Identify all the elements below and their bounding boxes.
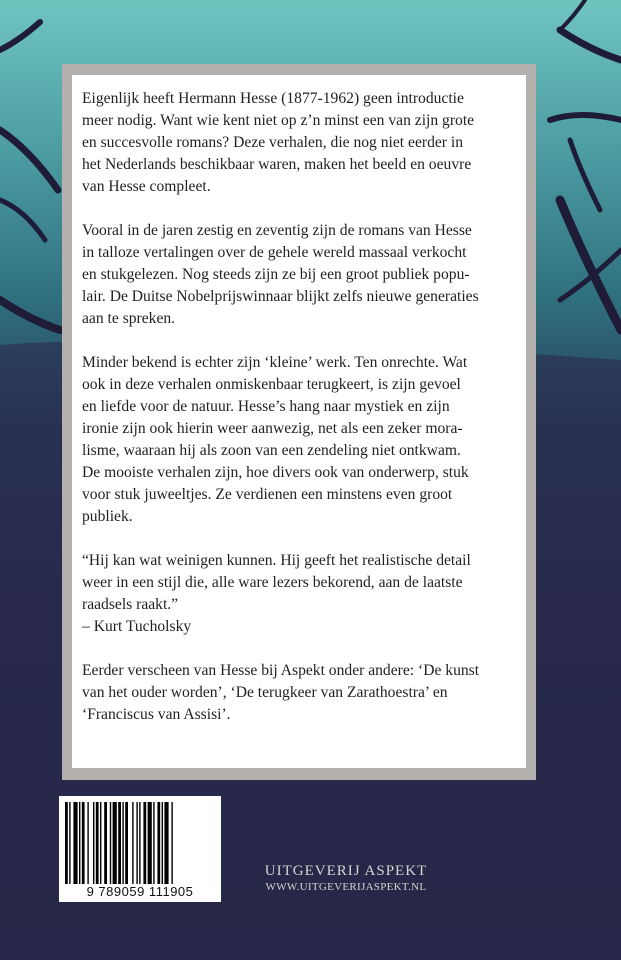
blurb-paragraph-popularity: Vooral in de jaren zestig en zeventig zijn de romans van Hesse in talloze vertalingen over de gehele wereld massaal verkocht en stukgelezen. Nog steeds zijn ze bij een groot publiek popu- lair. De Duitse Nobelprijswinnaar blijkt zelfs nieuwe generaties aan te spreken. — [82, 222, 479, 327]
publisher-name: UITGEVERIJ ASPEKT — [264, 863, 428, 879]
barcode-bars — [65, 802, 215, 884]
blurb-quote: “Hij kan wat weinigen kunnen. Hij geeft het realistische detail weer in een stijl die, alle ware lezers bekorend, aan de laatste raadsels raakt.” – Kurt Tucholsky — [82, 552, 471, 635]
publisher-url: WWW.UITGEVERIJASPEKT.NL — [265, 881, 427, 893]
blurb-text — [82, 88, 522, 748]
isbn-number: 9 789059 111905 — [86, 884, 194, 899]
blurb-paragraph-small-work: Minder bekend is echter zijn ‘kleine’ werk. Ten onrechte. Wat ook in deze verhalen onmiskenbaar terugkeert, is zijn gevoel en liefde voor de natuur. Hesse’s hang naar mystiek en zijn ironie zijn ook hierin weer aanwezig, net als een zeker mora- lisme, waaraan hij als zoon van een zendeling niet ontkwam. De mooiste verhalen zijn, hoe divers ook van onderwerp, stuk voor stuk juweeltjes. Ze verdienen een minstens even groot publiek. — [82, 354, 469, 525]
publisher-imprint — [236, 862, 456, 894]
isbn-barcode — [59, 796, 221, 902]
blurb-paragraph-intro: Eigenlijk heeft Hermann Hesse (1877-1962) geen introductie meer nodig. Want wie kent niet op z’n minst een van zijn grote en succesvolle romans? Deze verhalen, die nog niet eerder in het Nederlands beschikbaar waren, maken het beeld en oeuvre van Hesse compleet. — [82, 90, 475, 195]
blurb-paragraph-other-titles: Eerder verscheen van Hesse bij Aspekt onder andere: ‘De kunst van het ouder worden’, ‘De terugkeer van Zarathoestra’ en ‘Franciscus van Assisi’. — [82, 662, 480, 723]
